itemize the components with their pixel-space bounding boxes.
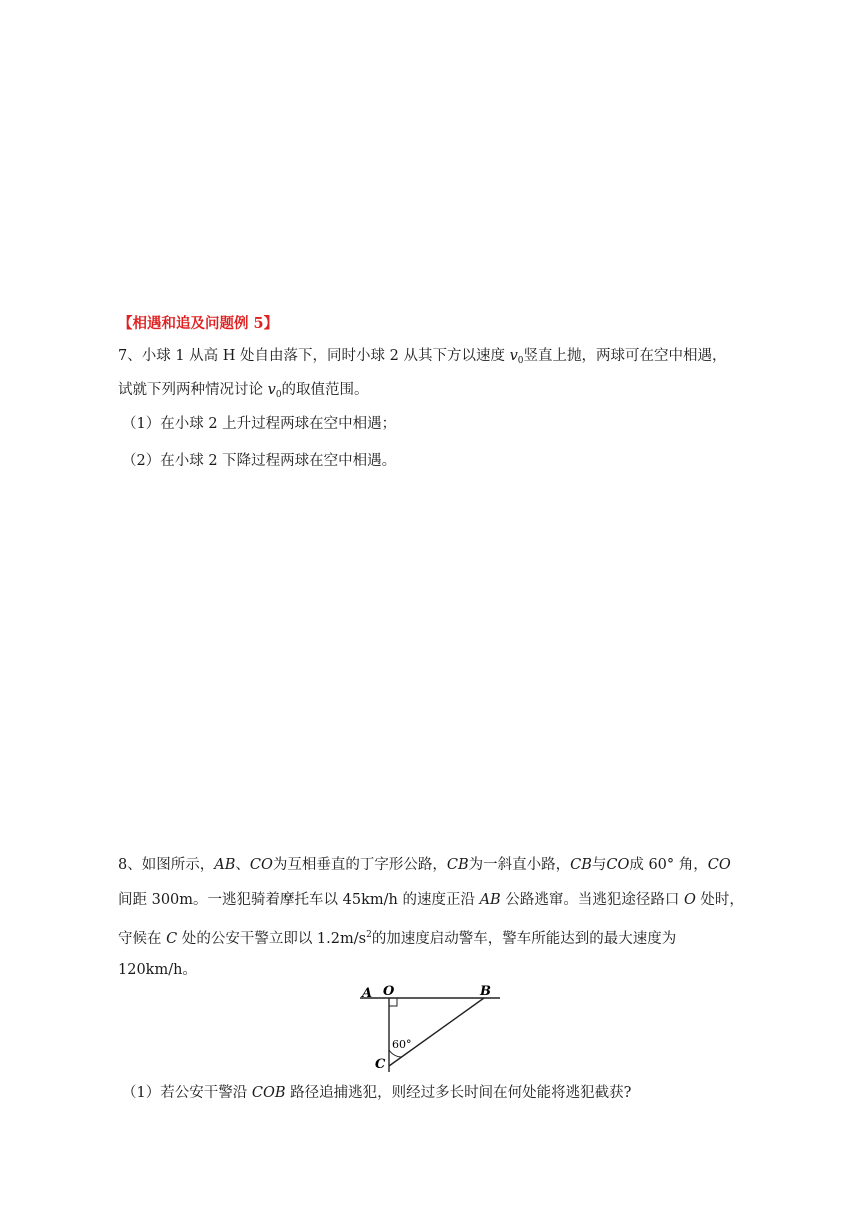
p8-text: 处时， [695, 892, 744, 908]
var-c: C [166, 931, 178, 947]
problem8-line1 [118, 855, 731, 875]
problem7-line1 [118, 346, 727, 371]
road-diagram [356, 982, 504, 1074]
label-o: O [383, 984, 395, 999]
var-co: CO [606, 857, 630, 873]
p8-text: 间距 300m。一逃犯骑着摩托车以 45km/h 的速度正沿 [118, 892, 480, 908]
problem7-line2 [118, 380, 369, 405]
var-cb: CB [446, 857, 469, 873]
p8-text: 为互相垂直的丁字形公路， [272, 857, 447, 873]
p8-text: 路径追捕逃犯，则经过多长时间在何处能将逃犯截获? [285, 1085, 632, 1101]
p8-text: 、 [235, 857, 250, 873]
right-angle-mark [389, 998, 397, 1006]
road-diagram-svg [356, 982, 504, 1074]
section-heading: 【相遇和追及问题例 5】 [118, 315, 279, 332]
var-co: CO [707, 857, 731, 873]
p8-text: 成 60° 角， [629, 857, 708, 873]
problem8-question1 [122, 1083, 631, 1103]
problem7-question2: （2）在小球 2 下降过程两球在空中相遇。 [122, 453, 397, 469]
p7-text: 竖直上抛，两球可在空中相遇， [523, 348, 727, 364]
p8-text: 为一斜直小路， [468, 857, 571, 873]
var-co: CO [249, 857, 273, 873]
p8-text: 公路逃窜。当逃犯途径路口 [500, 892, 684, 908]
var-ab: AB [479, 892, 501, 908]
problem8-line2 [118, 890, 744, 910]
p8-text: 8、如图所示， [118, 857, 215, 873]
problem7-question1: （1）在小球 2 上升过程两球在空中相遇； [122, 416, 397, 432]
label-c: C [375, 1057, 386, 1072]
p8-text: 的加速度启动警车，警车所能达到的最大速度为 [371, 931, 677, 947]
p7-text: 7、小球 1 从高 H 处自由落下，同时小球 2 从其下方以速度 [118, 348, 510, 364]
p7-text: 的取值范围。 [281, 382, 369, 398]
p8-text: 处的公安干警立即以 1.2m/s [177, 931, 367, 947]
var-cob: COB [251, 1085, 286, 1101]
v-subscript: 0 [517, 356, 524, 366]
v0-symbol [268, 382, 282, 398]
var-cb: CB [570, 857, 592, 873]
angle-arc [389, 1050, 402, 1057]
p8-text: 守候在 [118, 931, 167, 947]
v-subscript: 0 [275, 390, 282, 400]
var-o: O [683, 892, 696, 908]
p7-text: 试就下列两种情况讨论 [118, 382, 268, 398]
superscript-2: 2 [366, 930, 372, 940]
v-letter: v [267, 382, 276, 398]
path-cb-line [389, 998, 484, 1066]
label-a: A [362, 986, 373, 1001]
var-ab: AB [214, 857, 236, 873]
problem8-line3 [118, 925, 676, 949]
problem8-line4: 120km/h。 [118, 962, 197, 978]
v0-symbol [510, 348, 524, 364]
v-letter: v [509, 348, 518, 364]
p8-text: （1）若公安干警沿 [122, 1085, 252, 1101]
label-b: B [480, 984, 491, 999]
angle-label: 60° [392, 1038, 412, 1051]
p8-text: 与 [591, 857, 607, 873]
